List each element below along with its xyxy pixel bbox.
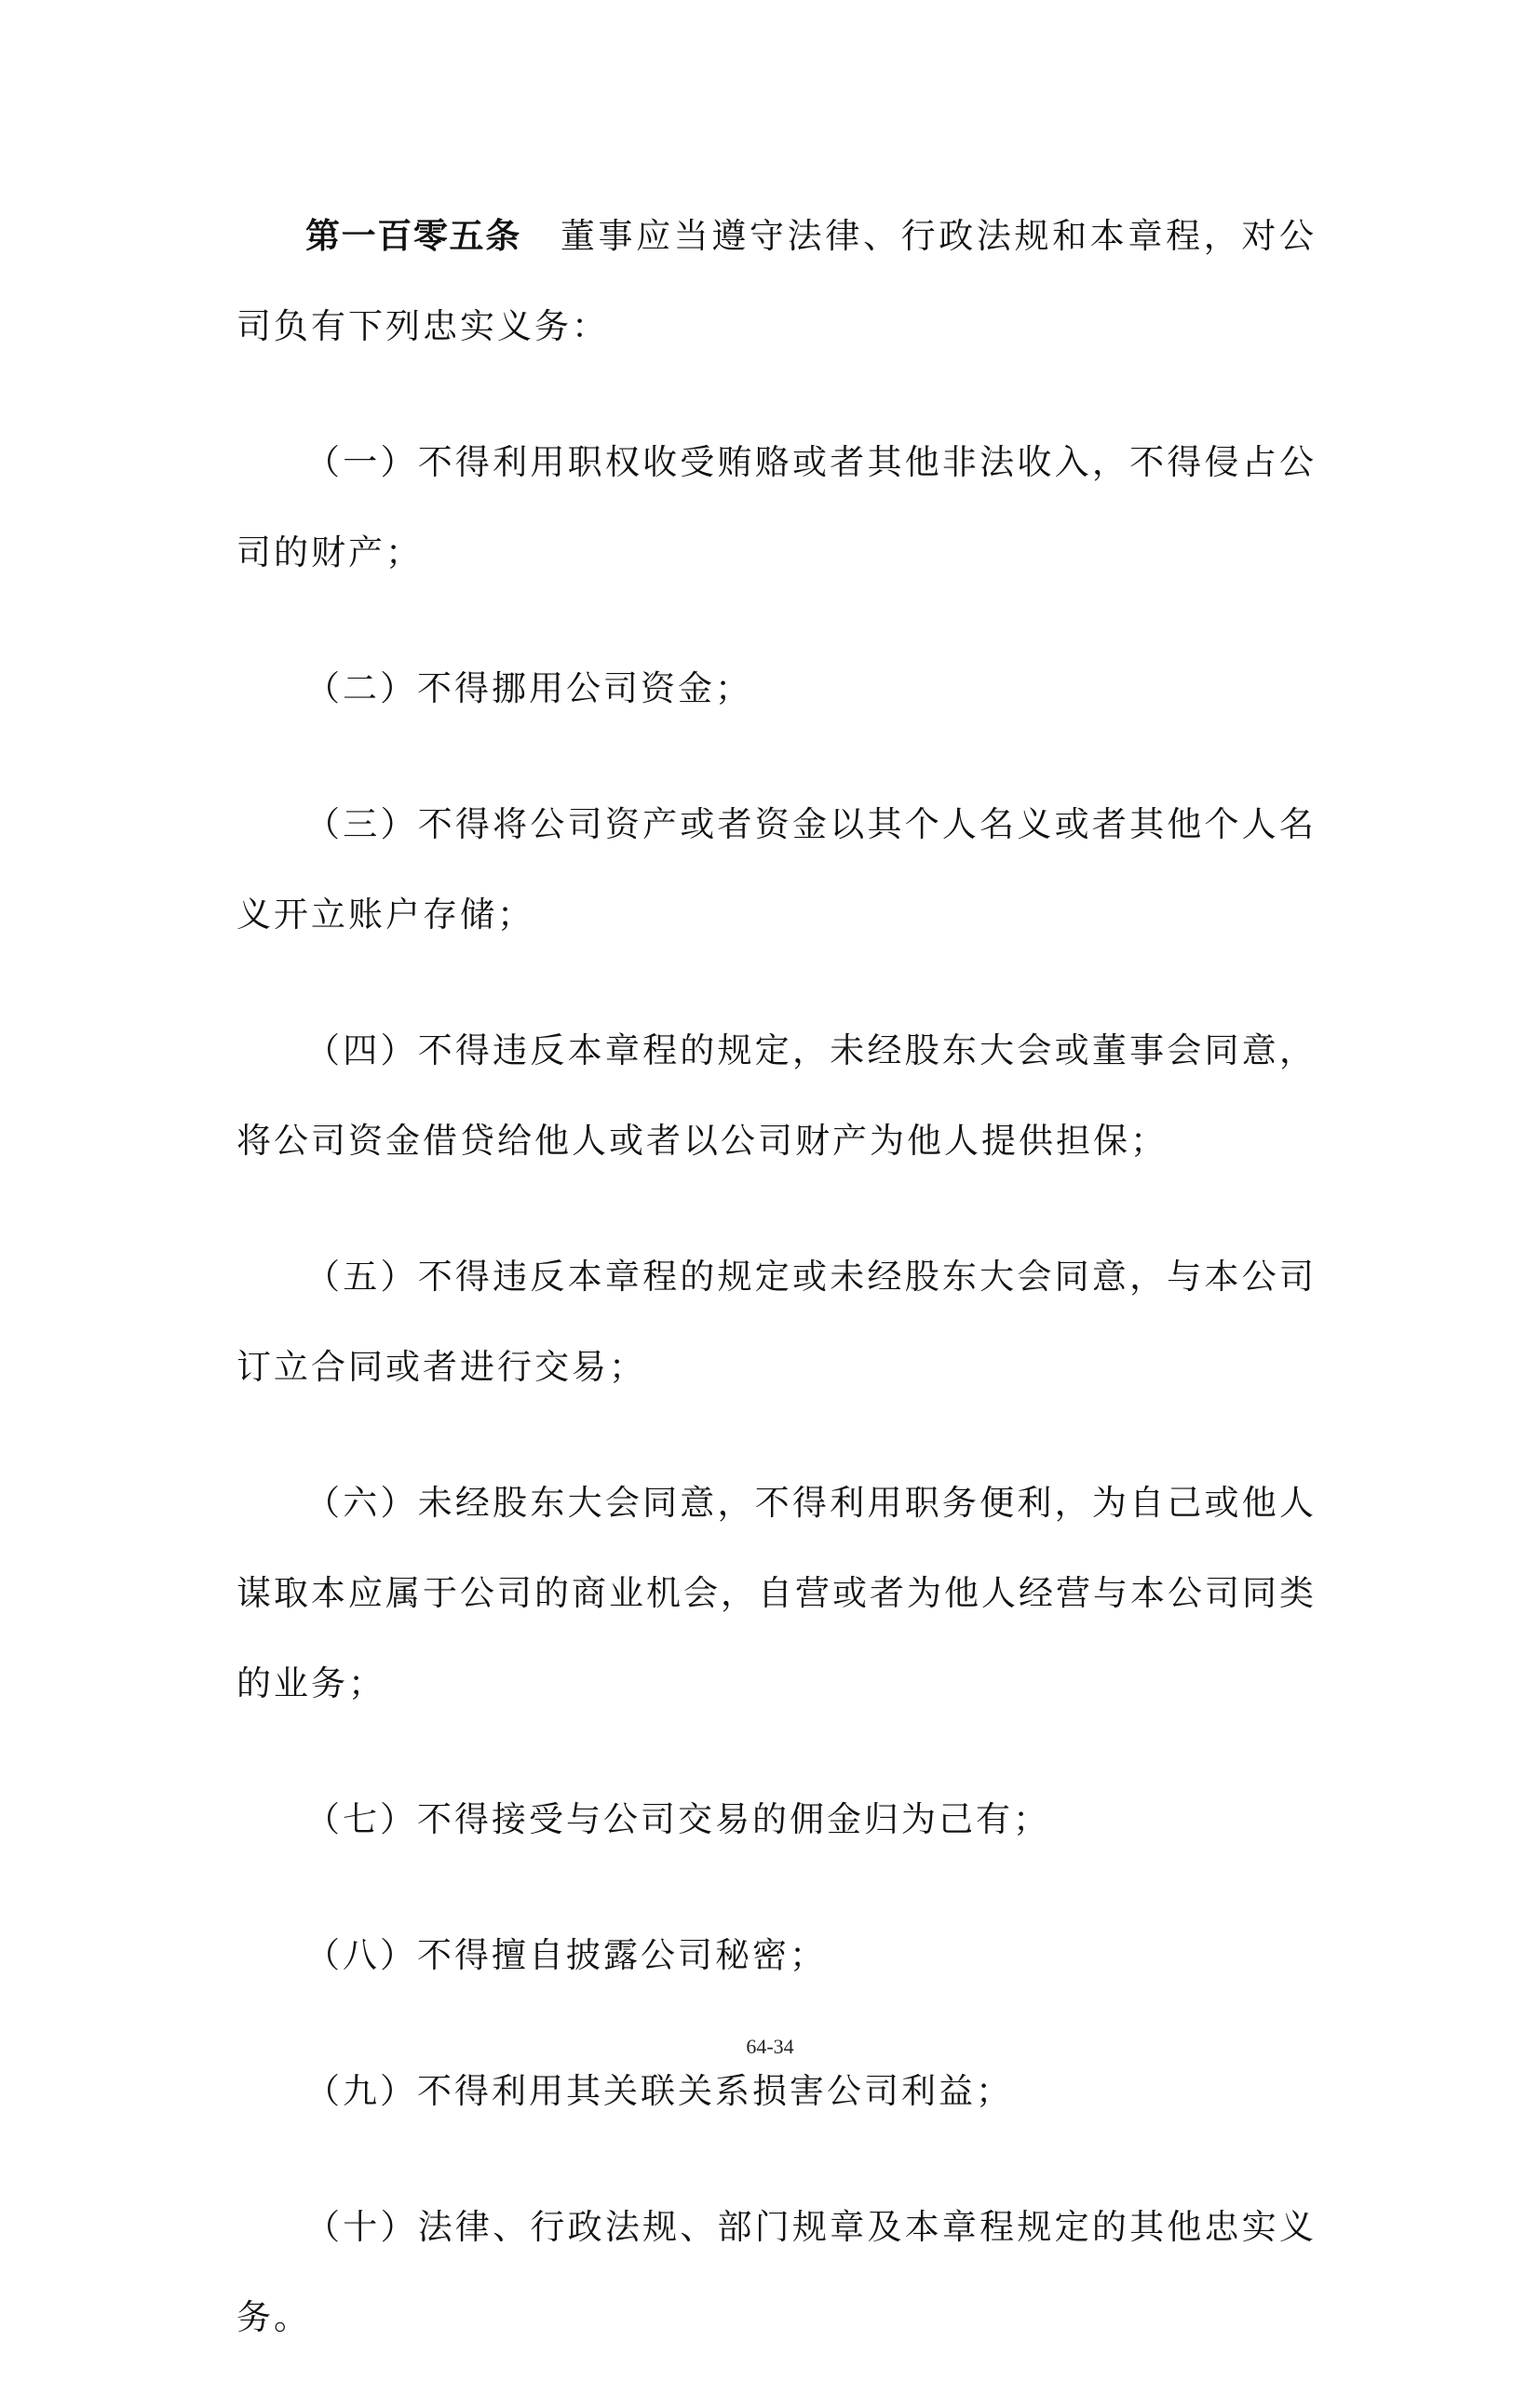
clause-8: （八）不得擅自披露公司秘密；: [305, 1935, 827, 1975]
article-title: 第一百零五条: [305, 215, 521, 256]
clause-4: （四）不得违反本章程的规定，未经股东大会或董事会同意，将公司资金借贷给他人或者以公司财产为他人提供担保；: [236, 1030, 1317, 1161]
clause-1: （一）不得利用职权收受贿赂或者其他非法收入，不得侵占公司的财产；: [236, 442, 1317, 572]
article-intro: 董事应当遵守法律、行政法规和本章程，对公司负有下列忠实义务：: [236, 216, 1317, 346]
clause-2: （二）不得挪用公司资金；: [305, 668, 752, 708]
clause-10: （十）法律、行政法规、部门规章及本章程规定的其他忠实义务。: [236, 2207, 1317, 2337]
clause-3: （三）不得将公司资产或者资金以其个人名义或者其他个人名义开立账户存储；: [236, 804, 1317, 935]
clause-5: （五）不得违反本章程的规定或未经股东大会同意，与本公司订立合同或者进行交易；: [236, 1257, 1317, 1387]
article-paragraph: [236, 191, 1317, 371]
clause-9: （九）不得利用其关联关系损害公司利益；: [305, 2071, 1013, 2111]
page-number: 64-34: [746, 2035, 794, 2058]
clause-7: （七）不得接受与公司交易的佣金归为己有；: [305, 1799, 1050, 1839]
document-body: [236, 191, 1317, 2408]
clause-6: （六）未经股东大会同意，不得利用职务便利，为自己或他人谋取本应属于公司的商业机会，自营或者为他人经营与本公司同类的业务；: [236, 1483, 1317, 1703]
